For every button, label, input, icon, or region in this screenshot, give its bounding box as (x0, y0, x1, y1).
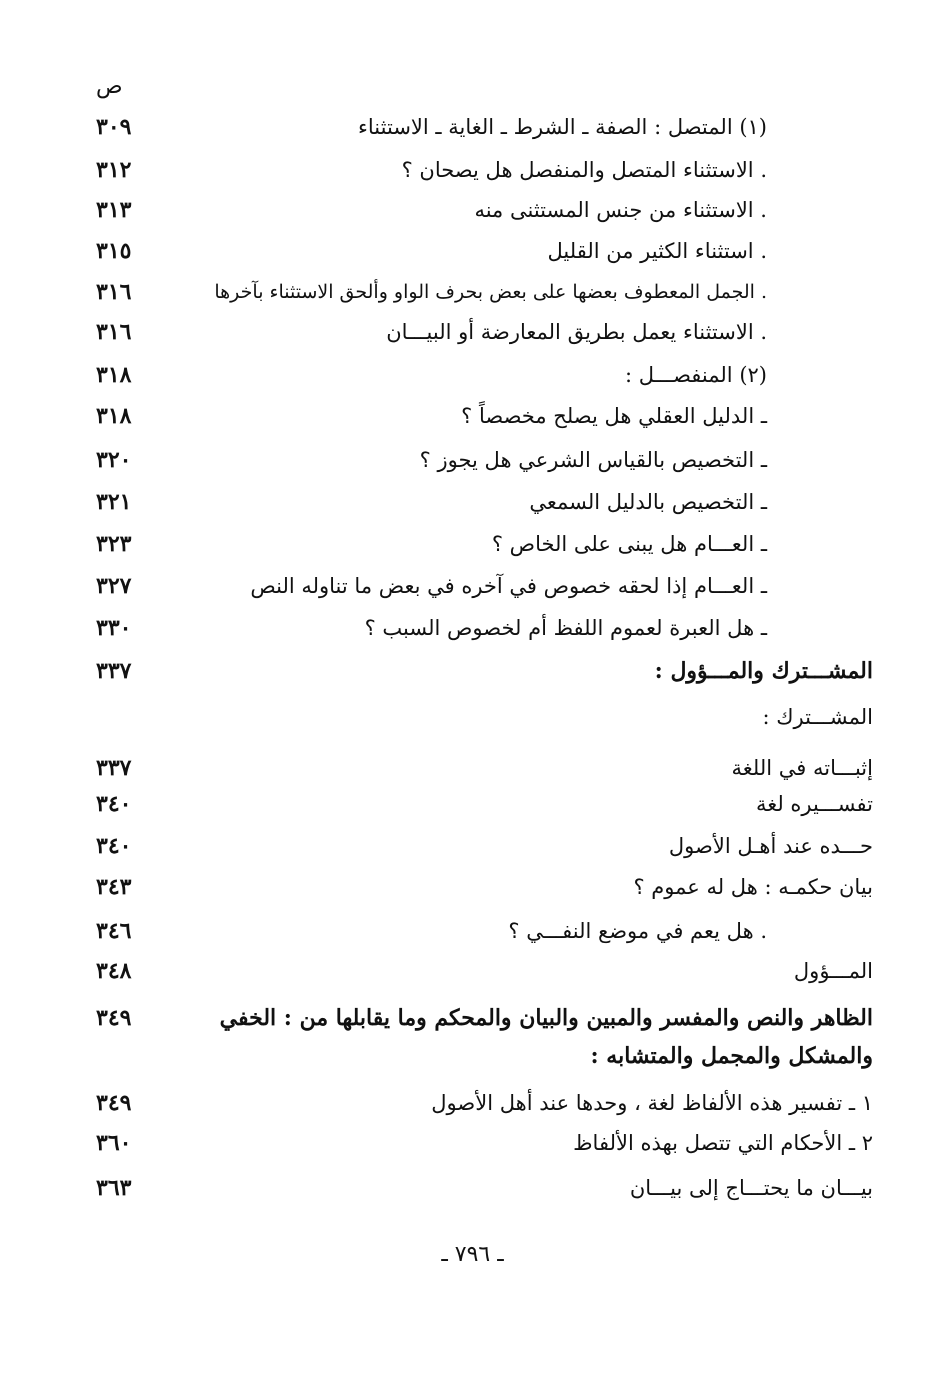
toc-page-number: ٣١٨ (96, 362, 132, 388)
toc-row (0, 107, 945, 147)
toc-entry-text: ـ العـــام إذا لحقه خصوص في آخره في بعض ما تناوله النص (250, 574, 767, 598)
toc-page-number: ٣٣٧ (96, 755, 132, 781)
toc-entry-text: إثبـــاته في اللغة (731, 756, 873, 780)
toc-page-number: ٣٦٣ (96, 1175, 132, 1201)
toc-entry-text: (١) المتصل : الصفة ـ الشرط ـ الغاية ـ الاستثناء (358, 115, 767, 139)
toc-entry-text: ١ ـ تفسير هذه الألفاظ لغة ، وحدها عند أهل الأصول (431, 1091, 873, 1115)
page-column-header: ص (96, 74, 123, 99)
toc-row (0, 697, 945, 737)
toc-section-heading: (٢) المنفصـــل : (624, 363, 767, 387)
toc-section-heading: المـــؤول (793, 959, 873, 983)
toc-row (0, 1083, 945, 1123)
toc-row (0, 651, 945, 691)
toc-entry-text: بيان حكمـه : هل له عموم ؟ (633, 875, 873, 899)
toc-entry-text: ـ العـــام هل يبنى على الخاص ؟ (491, 532, 767, 556)
toc-row (0, 748, 945, 788)
toc-page-number: ٣٤٦ (96, 918, 132, 944)
toc-row (0, 784, 945, 824)
toc-row (0, 911, 945, 951)
toc-row (0, 951, 945, 991)
toc-entry-text: . الاستثناء من جنس المستثنى منه (474, 198, 767, 222)
toc-entry-text: ـ الدليل العقلي هل يصلح مخصصاً ؟ (461, 404, 767, 428)
toc-row (0, 1123, 945, 1163)
toc-row (0, 312, 945, 352)
toc-row (0, 440, 945, 480)
toc-page-number: ٣١٣ (96, 197, 132, 223)
toc-row (0, 867, 945, 907)
toc-row (0, 150, 945, 190)
toc-row (0, 1168, 945, 1208)
toc-page-number: ٣٢٠ (96, 447, 132, 473)
toc-row (0, 826, 945, 866)
toc-row (0, 396, 945, 436)
toc-entry-text: ـ التخصيص بالدليل السمعي (529, 490, 767, 514)
toc-section-heading: المشـــترك : (762, 705, 873, 729)
toc-row (0, 355, 945, 395)
toc-entry-text: ٢ ـ الأحكام التي تتصل بهذه الألفاظ (573, 1131, 873, 1155)
toc-row (0, 608, 945, 648)
toc-row (0, 272, 945, 312)
toc-row (0, 482, 945, 522)
toc-page-number: ٣٤٣ (96, 874, 132, 900)
toc-row (0, 190, 945, 230)
toc-entry-text: . الاستثناء المتصل والمنفصل هل يصحان ؟ (401, 158, 767, 182)
toc-page-number: ٣٠٩ (96, 114, 132, 140)
toc-entry-text: بيـــان ما يحتـــاج إلى بيـــان (629, 1176, 873, 1200)
footer-page-number: ـ ٧٩٦ ـ (441, 1242, 504, 1267)
toc-page-number: ٣٤٩ (96, 1005, 132, 1031)
toc-page-number: ٣٤٠ (96, 833, 132, 859)
toc-row (0, 999, 945, 1081)
toc-page-number: ٣٣٠ (96, 615, 132, 641)
toc-row (0, 524, 945, 564)
toc-page-number: ٣٢٣ (96, 531, 132, 557)
toc-chapter-heading: الظاهر والنص والمفسر والمبين والبيان والمحكم وما يقابلها من : الخفي والمشكل والمجمل والمتشابه : (219, 1005, 873, 1069)
toc-page-number: ٣٤٩ (96, 1090, 132, 1116)
toc-entry-text: . الاستثناء يعمل بطريق المعارضة أو البيـــان (386, 320, 767, 344)
toc-page-number: ٣١٦ (96, 279, 132, 305)
toc-entry-text: . استثناء الكثير من القليل (547, 239, 767, 263)
toc-entry-text: . هل يعم في موضع النفـــي ؟ (508, 919, 767, 943)
toc-entry-text: ـ هل العبرة لعموم اللفظ أم لخصوص السبب ؟ (364, 616, 767, 640)
toc-chapter-heading: المشـــترك والمـــؤول : (654, 658, 873, 684)
toc-page-number: ٣١٦ (96, 319, 132, 345)
toc-row (0, 566, 945, 606)
toc-row (0, 231, 945, 271)
toc-page-number: ٣١٥ (96, 238, 132, 264)
toc-page-number: ٣١٨ (96, 403, 132, 429)
toc-page-number: ٣١٢ (96, 157, 132, 183)
toc-entry-text: حـــده عند أهـل الأصول (668, 834, 873, 858)
toc-entry-text: ـ التخصيص بالقياس الشرعي هل يجوز ؟ (419, 448, 767, 472)
toc-entry-text: . الجمل المعطوف بعضها على بعض بحرف الواو وألحق الاستثناء بآخرها (214, 281, 767, 303)
toc-page-number: ٣٢١ (96, 489, 132, 515)
toc-page-number: ٣٦٠ (96, 1130, 132, 1156)
toc-page-number: ٣٣٧ (96, 658, 132, 684)
toc-page-number: ٣٢٧ (96, 573, 132, 599)
toc-page-number: ٣٤٠ (96, 791, 132, 817)
toc-page-number: ٣٤٨ (96, 958, 132, 984)
toc-entry-text: تفســـيره لغة (755, 792, 873, 816)
